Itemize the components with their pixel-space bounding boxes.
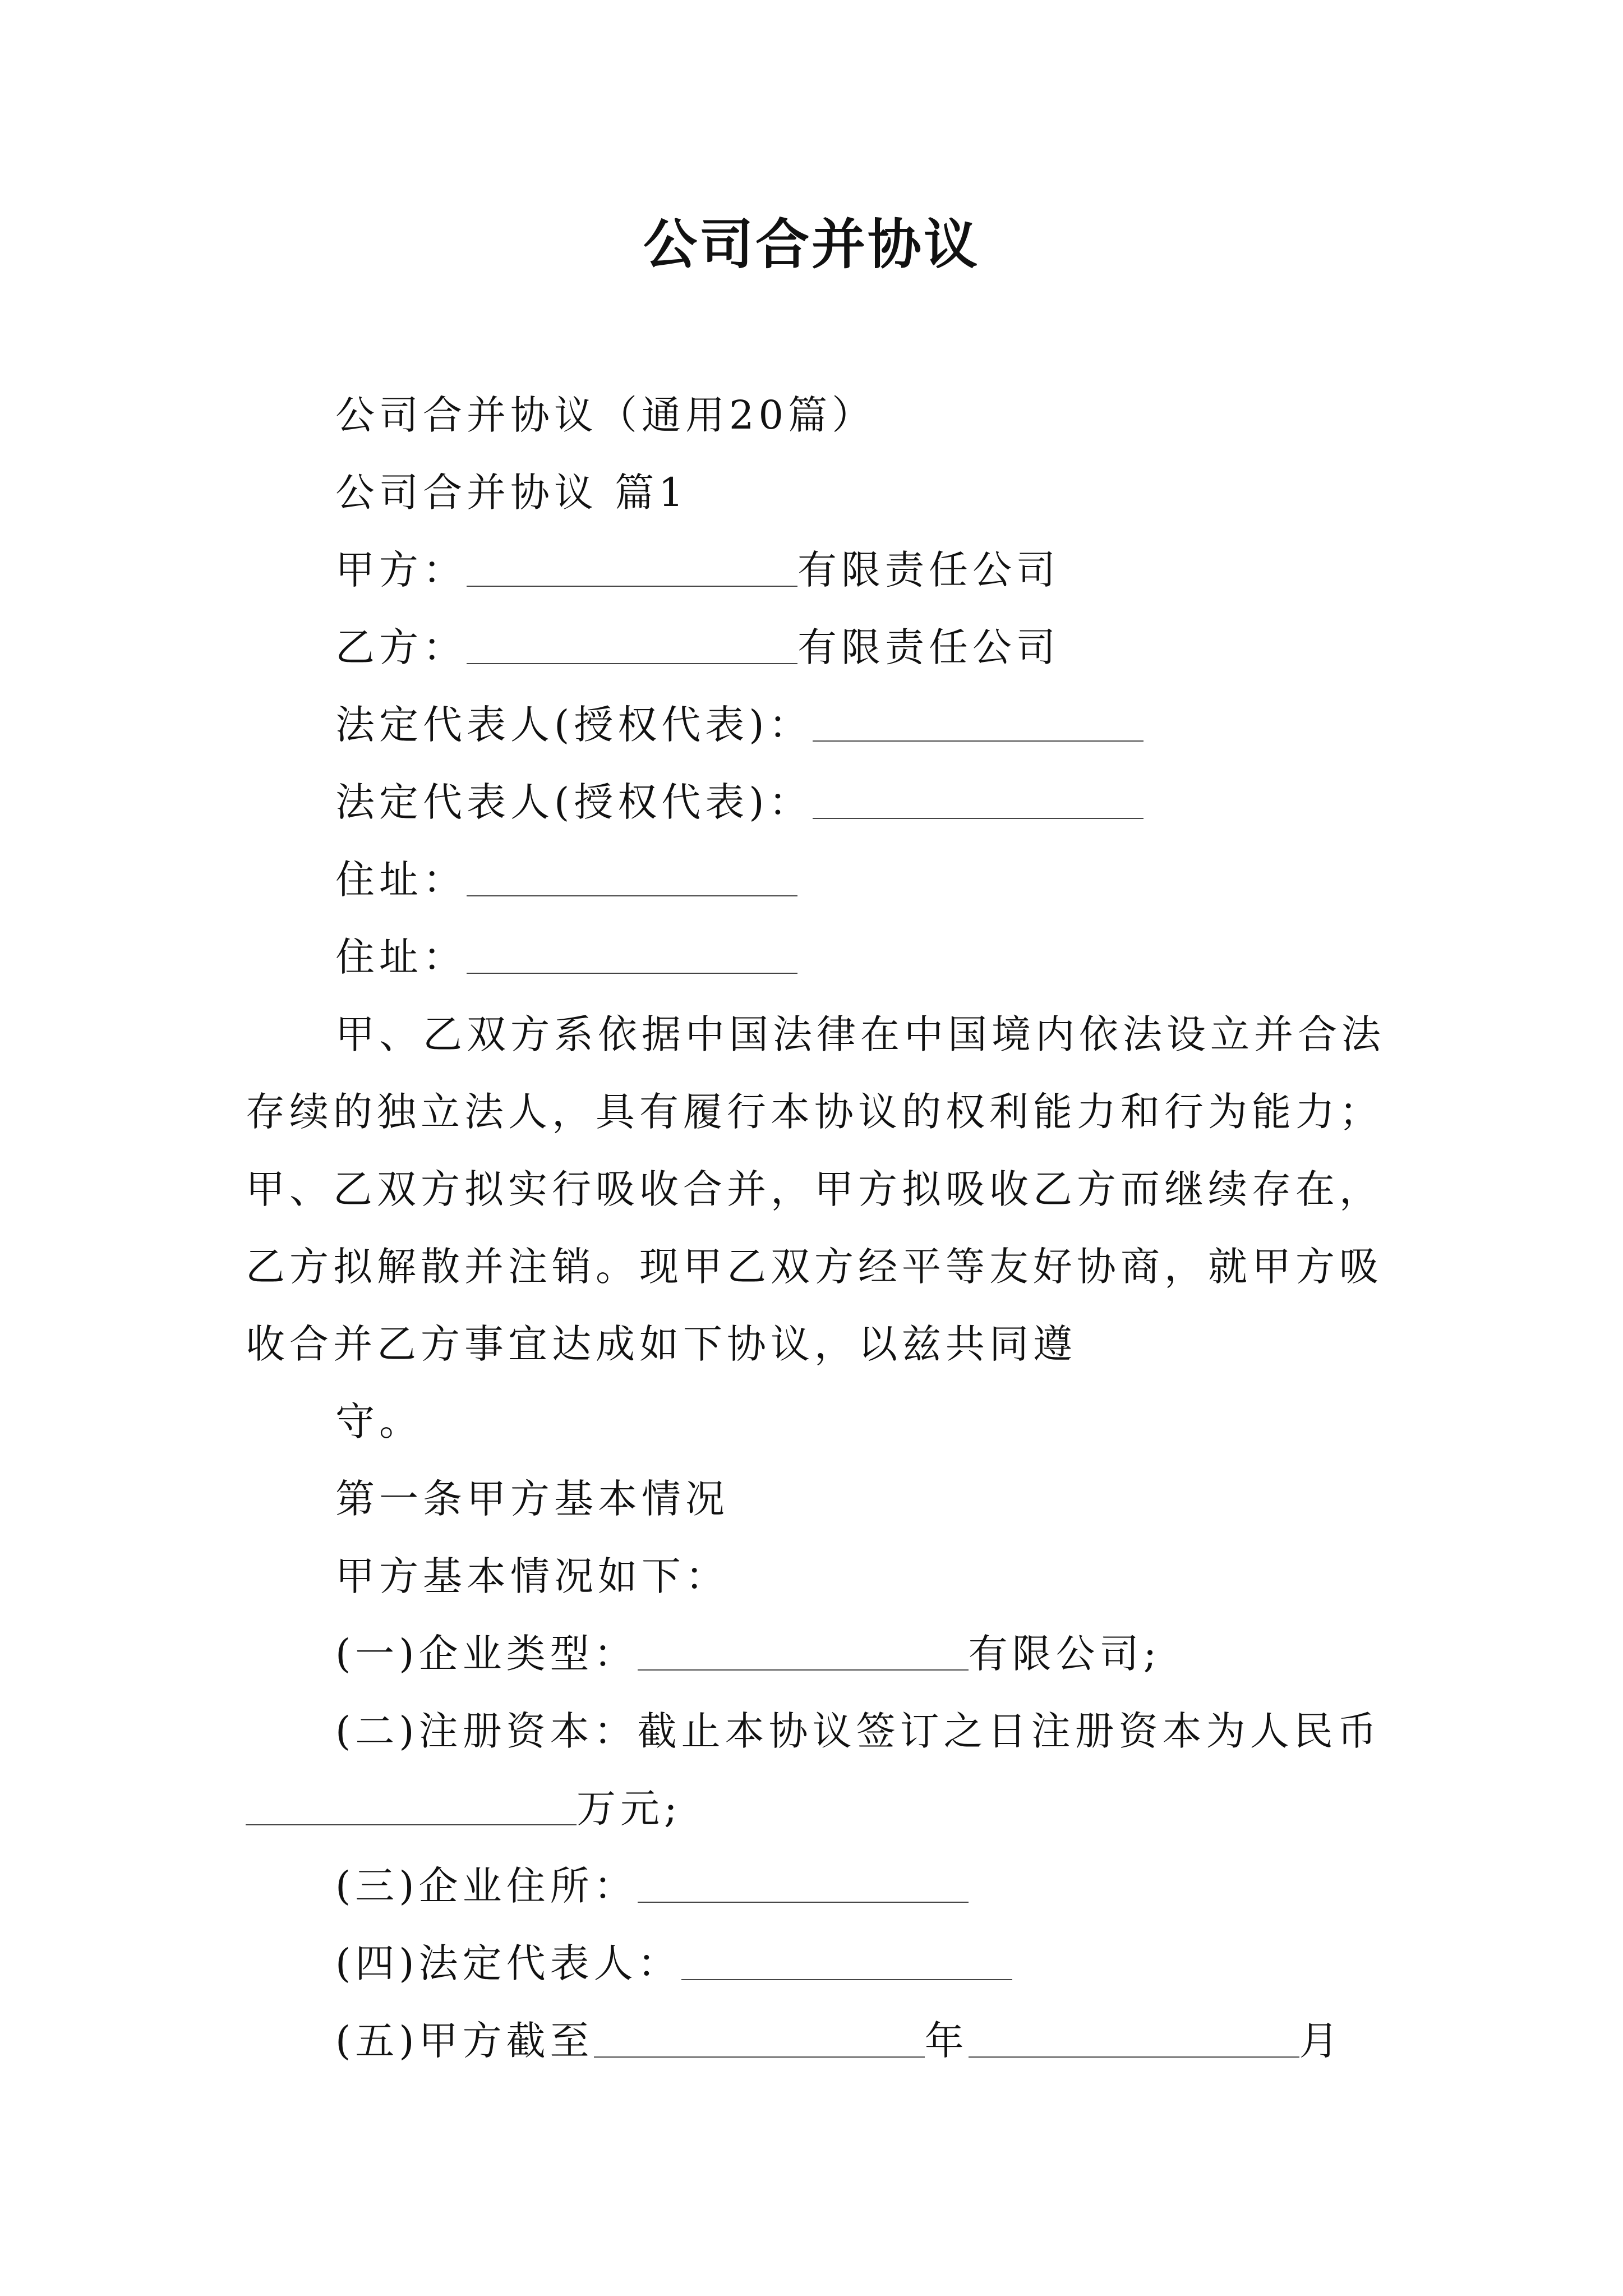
item-3-line [335, 1858, 969, 1914]
preamble-line-4 [246, 1239, 1383, 1295]
rep-b-label: 法定代表人(授权代表)： [335, 779, 813, 825]
item-2-blank [246, 1791, 577, 1825]
addr-b-label: 住址： [335, 934, 467, 980]
party-b-line [335, 619, 1060, 675]
preamble-end [335, 1393, 423, 1450]
preamble-text-4: 乙方拟解散并注销。现甲乙双方经平等友好协商，就甲方吸 [246, 1244, 1383, 1290]
item-2-text: (二)注册资本：截止本协议签订之日注册资本为人民币 [335, 1708, 1381, 1754]
item-5-line [335, 2013, 1343, 2069]
rep-b-line [335, 774, 1144, 830]
item-2-line [335, 1703, 1381, 1759]
clause-1-title [335, 1471, 729, 1527]
party-b-label: 乙方： [335, 624, 467, 670]
item-4-blank [681, 1945, 1012, 1980]
party-a-blank [467, 552, 797, 587]
item-2-continuation [246, 1780, 682, 1837]
preamble-text-2: 存续的独立法人，具有履行本协议的权利能力和行为能力； [246, 1089, 1383, 1135]
item-5-month-blank [969, 2023, 1299, 2058]
item-4-label: (四)法定代表人： [335, 1940, 681, 1986]
addr-b-blank [467, 939, 797, 974]
clause-1-title-text: 第一条甲方基本情况 [335, 1476, 729, 1522]
addr-b-line [335, 929, 797, 985]
rep-b-blank [813, 784, 1144, 819]
item-5-year: 年 [924, 2018, 969, 2064]
item-5-month: 月 [1299, 2018, 1343, 2064]
preamble-line-3 [246, 1161, 1383, 1217]
addr-a-blank [467, 862, 797, 896]
item-1-line [335, 1626, 1161, 1682]
item-1-label: (一)企业类型： [335, 1631, 638, 1677]
document-subtitle [335, 387, 875, 443]
rep-a-blank [813, 707, 1144, 742]
clause-1-intro [335, 1548, 729, 1604]
preamble-text-5: 收合并乙方事宜达成如下协议，以兹共同遵 [246, 1321, 1077, 1367]
preamble-text-1: 甲、乙双方系依据中国法律在中国境内依法设立并合法 [335, 1011, 1385, 1057]
party-b-blank [467, 629, 797, 664]
article-heading [335, 464, 688, 521]
item-3-label: (三)企业住所： [335, 1863, 638, 1909]
preamble-line-2 [246, 1084, 1383, 1140]
preamble-line-1 [335, 1006, 1385, 1062]
preamble-end-text: 守。 [335, 1398, 423, 1444]
item-2-suffix: 万元; [577, 1786, 682, 1832]
item-4-line [335, 1935, 1012, 1991]
subtitle-text: 公司合并协议（通用20篇） [335, 392, 876, 438]
article-heading-text: 公司合并协议 篇1 [335, 470, 688, 516]
addr-a-label: 住址： [335, 857, 467, 903]
item-1-blank [638, 1636, 969, 1671]
addr-a-line [335, 852, 797, 908]
document-title: 公司合并协议 [643, 213, 980, 276]
clause-1-intro-text: 甲方基本情况如下： [335, 1553, 729, 1599]
party-a-line [335, 542, 1060, 598]
party-b-suffix: 有限责任公司 [797, 624, 1060, 670]
item-3-blank [638, 1868, 969, 1903]
party-a-suffix: 有限责任公司 [797, 547, 1060, 593]
rep-a-label: 法定代表人(授权代表)： [335, 702, 813, 748]
item-1-suffix: 有限公司; [968, 1631, 1161, 1677]
preamble-line-5 [246, 1316, 1077, 1372]
item-5-year-blank [594, 2023, 925, 2058]
preamble-text-3: 甲、乙双方拟实行吸收合并，甲方拟吸收乙方而继续存在， [246, 1166, 1383, 1212]
party-a-label: 甲方： [335, 547, 467, 593]
rep-a-line [335, 697, 1144, 753]
item-5-label: (五)甲方截至 [335, 2018, 594, 2064]
